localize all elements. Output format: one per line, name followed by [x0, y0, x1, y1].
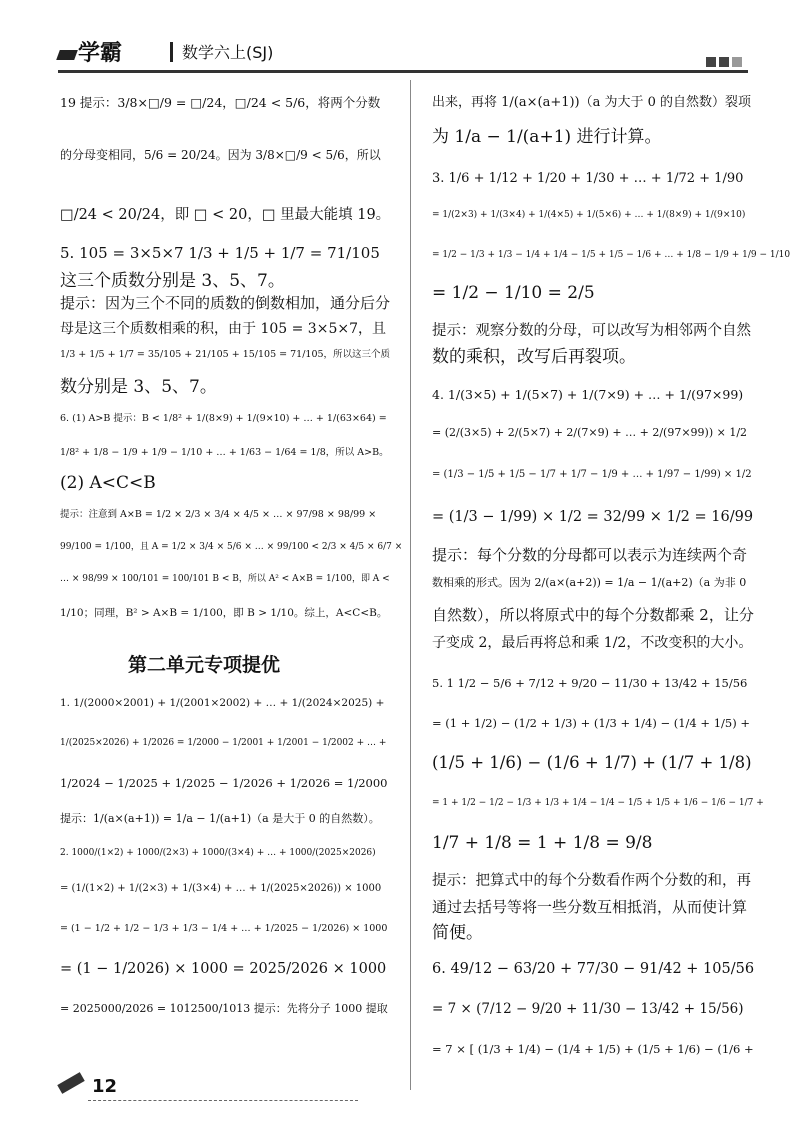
left-text-line: 2. 1000/(1×2) + 1000/(2×3) + 1000/(3×4) + … + 1000/(2025×2026) — [60, 848, 376, 858]
right-text-line: 提示：每个分数的分母都可以表示为连续两个奇 — [432, 546, 748, 564]
left-text-line: 提示：注意到 A×B = 1/2 × 2/3 × 3/4 × 4/5 × … × 97/98 × 98/99 × — [60, 509, 377, 520]
left-text-line: … × 98/99 × 100/101 = 100/101 B < B，所以 A² < A×B = 1/100，即 A < — [60, 574, 390, 584]
brand-logo — [58, 36, 122, 67]
right-text-line: 通过去括号等将一些分数互相抵消，从而使计算 — [432, 898, 748, 916]
right-text-line: = (2/(3×5) + 2/(5×7) + 2/(7×9) + … + 2/(97×99)) × 1/2 — [432, 426, 748, 439]
left-text-line: 6. (1) A>B 提示：B < 1/8² + 1/(8×9) + 1/(9×10) + … + 1/(63×64) = — [60, 413, 387, 424]
page-number: 12 — [92, 1076, 118, 1097]
right-text-line: (1/5 + 1/6) − (1/6 + 1/7) + (1/7 + 1/8) — [432, 753, 752, 772]
footer-rule — [88, 1100, 358, 1101]
left-text-line: = (1/(1×2) + 1/(2×3) + 1/(3×4) + … + 1/(2025×2026)) × 1000 — [60, 883, 382, 894]
book-subtitle: 数学六上(SJ) — [182, 43, 274, 62]
left-text-line: = (1 − 1/2 + 1/2 − 1/3 + 1/3 − 1/4 + … + 1/2025 − 1/2026) × 1000 — [60, 923, 388, 934]
right-text-line: = 7 × [ (1/3 + 1/4) − (1/4 + 1/5) + (1/5 + 1/6) − (1/6 + — [432, 1042, 754, 1056]
right-text-line: = (1/3 − 1/99) × 1/2 = 32/99 × 1/2 = 16/99 — [432, 509, 754, 525]
right-text-line: 为 1/a − 1/(a+1) 进行计算。 — [432, 127, 662, 147]
left-text-line: □/24 < 20/24，即 □ < 20，□ 里最大能填 19。 — [60, 207, 391, 223]
right-text-line: = (1 + 1/2) − (1/2 + 1/3) + (1/3 + 1/4) − (1/4 + 1/5) + — [432, 716, 750, 730]
brand-name: 学霸 — [78, 41, 123, 66]
left-text-line: 1/8² + 1/8 − 1/9 + 1/9 − 1/10 + … + 1/63 − 1/64 = 1/8，所以 A>B。 — [60, 447, 389, 458]
header-separator — [170, 42, 173, 62]
left-text-line: 5. 105 = 3×5×7 1/3 + 1/5 + 1/7 = 71/105 — [60, 244, 380, 262]
right-text-line: = 1/2 − 1/10 = 2/5 — [432, 283, 595, 303]
right-text-line: 出来，再将 1/(a×(a+1))（a 为大于 0 的自然数）裂项 — [432, 95, 752, 110]
left-text-line: (2) A<C<B — [60, 473, 156, 493]
page-header — [58, 34, 748, 73]
right-text-line: 5. 1 1/2 − 5/6 + 7/12 + 9/20 − 11/30 + 13/42 + 15/56 — [432, 676, 748, 690]
graduation-cap-icon — [56, 50, 78, 60]
left-text-line: 提示：1/(a×(a+1)) = 1/a − 1/(a+1)（a 是大于 0 的自然数）。 — [60, 812, 380, 825]
right-text-line: 自然数），所以将原式中的每个分数都乘 2，让分 — [432, 606, 754, 624]
right-text-line: = 1/2 − 1/3 + 1/3 − 1/4 + 1/4 − 1/5 + 1/5 − 1/6 + … + 1/8 − 1/9 + 1/9 − 1/10 — [432, 250, 791, 260]
section-title: 第二单元专项提优 — [128, 654, 281, 676]
right-text-line: 6. 49/12 − 63/20 + 77/30 − 91/42 + 105/56 — [432, 961, 755, 977]
right-text-line: = (1/3 − 1/5 + 1/5 − 1/7 + 1/7 − 1/9 + … + 1/97 − 1/99) × 1/2 — [432, 469, 752, 480]
right-text-line: 4. 1/(3×5) + 1/(5×7) + 1/(7×9) + … + 1/(97×99) — [432, 387, 744, 402]
left-text-line: 母是这三个质数相乘的积，由于 105 = 3×5×7，且 — [60, 321, 386, 337]
left-text-line: 1/10；同理，B² > A×B = 1/100，即 B > 1/10。综上，A<C<B。 — [60, 607, 388, 619]
right-text-line: = 7 × (7/12 − 9/20 + 11/30 − 13/42 + 15/56) — [432, 1001, 744, 1017]
right-text-line: 提示：把算式中的每个分数看作两个分数的和，再 — [432, 873, 751, 889]
header-decoration — [703, 52, 742, 72]
right-text-line: 1/7 + 1/8 = 1 + 1/8 = 9/8 — [432, 833, 653, 853]
right-text-line: 子变成 2，最后再将总和乘 1/2，不改变积的大小。 — [432, 635, 753, 651]
left-text-line: 的分母变相同，5/6 = 20/24。因为 3/8×□/9 < 5/6，所以 — [60, 148, 381, 162]
left-text-line: = (1 − 1/2026) × 1000 = 2025/2026 × 1000 — [60, 961, 387, 977]
right-text-line: = 1 + 1/2 − 1/2 − 1/3 + 1/3 + 1/4 − 1/4 − 1/5 + 1/5 + 1/6 − 1/6 − 1/7 + — [432, 798, 764, 808]
left-text-line: 1/(2025×2026) + 1/2026 = 1/2000 − 1/2001 + 1/2001 − 1/2002 + … + — [60, 738, 387, 748]
right-text-line: 数的乘积，改写后再裂项。 — [432, 347, 636, 367]
left-text-line: 1/2024 − 1/2025 + 1/2025 − 1/2026 + 1/2026 = 1/2000 — [60, 776, 388, 790]
right-text-line: 提示：观察分数的分母，可以改写为相邻两个自然 — [432, 323, 751, 339]
right-text-line: 数相乘的形式。因为 2/(a×(a+2)) = 1/a − 1/(a+2)（a 为非 0 — [432, 576, 747, 589]
left-text-line: 1/3 + 1/5 + 1/7 = 35/105 + 21/105 + 15/105 = 71/105，所以这三个质 — [60, 349, 391, 360]
left-text-line: 这三个质数分别是 3、5、7。 — [60, 271, 285, 291]
right-text-line: 简便。 — [432, 923, 483, 943]
left-text-line: 99/100 = 1/100，且 A = 1/2 × 3/4 × 5/6 × … × 99/100 < 2/3 × 4/5 × 6/7 × — [60, 542, 403, 552]
left-text-line: = 2025000/2026 = 1012500/1013 提示：先将分子 1000 提取 — [60, 1002, 388, 1015]
right-text-line: = 1/(2×3) + 1/(3×4) + 1/(4×5) + 1/(5×6) + … + 1/(8×9) + 1/(9×10) — [432, 210, 746, 220]
left-text-line: 提示：因为三个不同的质数的倒数相加，通分后分 — [60, 294, 391, 312]
pencil-icon — [57, 1072, 85, 1094]
page-footer — [58, 1076, 358, 1106]
left-text-line: 19 提示：3/8×□/9 = □/24，□/24 < 5/6，将两个分数 — [60, 95, 381, 110]
right-text-line: 3. 1/6 + 1/12 + 1/20 + 1/30 + … + 1/72 + 1/90 — [432, 171, 744, 186]
left-text-line: 数分别是 3、5、7。 — [60, 377, 217, 397]
left-text-line: 1. 1/(2000×2001) + 1/(2001×2002) + … + 1/(2024×2025) + — [60, 697, 385, 709]
column-divider — [410, 80, 411, 1090]
